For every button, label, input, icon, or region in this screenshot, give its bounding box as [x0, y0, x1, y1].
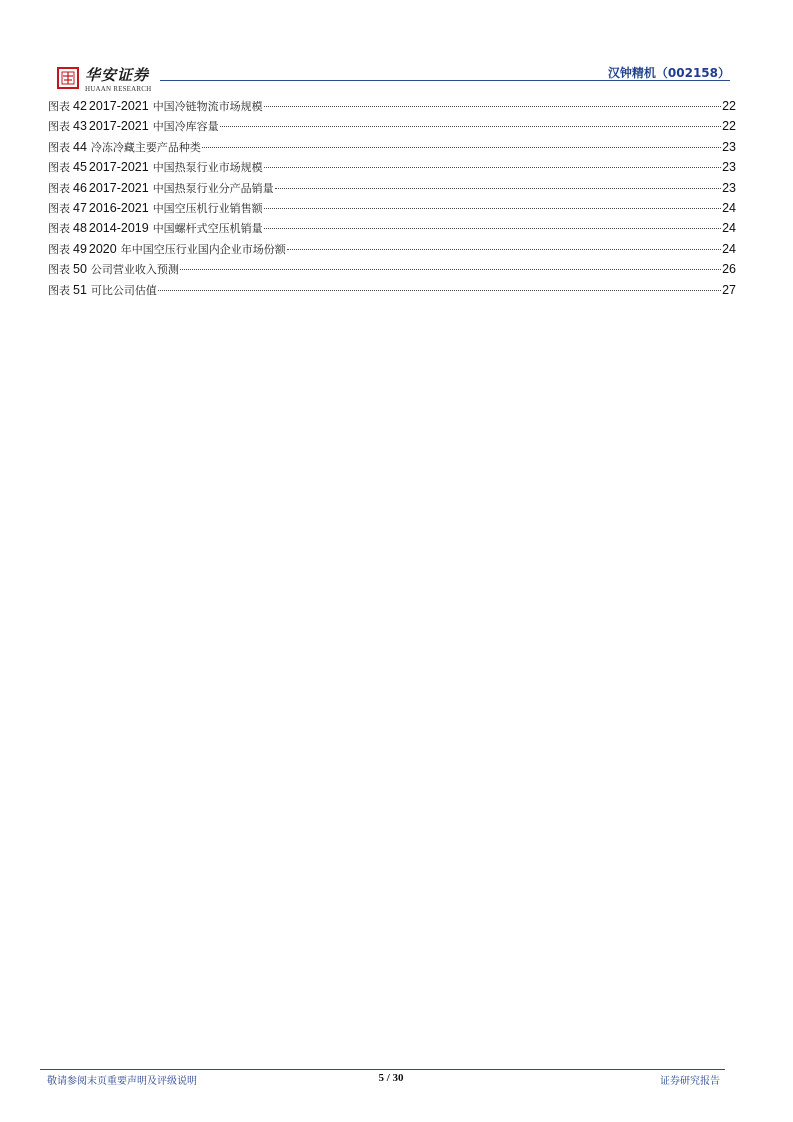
toc-entry-number: 42: [73, 99, 87, 113]
toc-entry-title: 可比公司估值: [90, 283, 157, 297]
toc-entry-number: 50: [73, 262, 87, 277]
toc-entry[interactable]: [48, 137, 736, 157]
toc-dot-leader: [220, 126, 721, 127]
figure-list: [48, 96, 736, 300]
brand-name-en: HUAAN RESEARCH: [85, 85, 152, 93]
toc-entry[interactable]: [48, 239, 736, 259]
toc-entry-page: 24: [722, 200, 736, 215]
toc-entry-title: 中国热泵行业市场规模: [152, 161, 263, 175]
toc-entry-prefix: 图表: [48, 283, 70, 297]
toc-entry-number: 44: [73, 139, 87, 154]
toc-entry[interactable]: [48, 198, 736, 218]
page-number: 5 / 30: [378, 1072, 404, 1084]
toc-entry-title: 年中国空压行业国内企业市场份额: [120, 242, 286, 256]
toc-entry-prefix: 图表: [48, 222, 70, 236]
toc-entry-prefix: 图表: [48, 263, 70, 277]
toc-entry-range: 2014-2019: [88, 221, 149, 236]
toc-dot-leader: [158, 290, 721, 291]
toc-entry-title: 冷冻冷藏主要产品种类: [90, 140, 201, 154]
toc-entry[interactable]: [48, 157, 736, 177]
toc-entry-title: 中国冷库容量: [152, 120, 219, 134]
toc-entry-range: 2017-2021: [88, 160, 149, 175]
toc-entry-number: 45: [73, 160, 87, 175]
toc-entry-page: 26: [722, 262, 736, 277]
toc-entry-number: 49: [73, 241, 87, 256]
toc-entry-page: 24: [722, 221, 736, 236]
toc-dot-leader: [264, 228, 721, 229]
toc-entry-page: 23: [722, 160, 736, 175]
toc-entry-prefix: 图表: [48, 140, 70, 154]
toc-entry-number: 43: [73, 119, 87, 134]
toc-entry-range: 2016-2021: [88, 200, 149, 215]
toc-entry-prefix: 图表: [48, 161, 70, 175]
toc-entry[interactable]: [48, 218, 736, 238]
footer-disclaimer[interactable]: 敬请参阅末页重要声明及评级说明: [47, 1076, 197, 1087]
toc-entry-number: 51: [73, 282, 87, 297]
toc-dot-leader: [264, 208, 721, 209]
toc-dot-leader: [287, 249, 721, 250]
toc-entry-title: 公司营业收入预测: [90, 263, 179, 277]
footer-doc-type: 证券研究报告: [660, 1076, 720, 1087]
toc-entry-title: 中国螺杆式空压机销量: [152, 222, 263, 236]
toc-dot-leader: [275, 188, 721, 189]
toc-entry-page: 27: [722, 282, 736, 297]
toc-entry-title: 中国热泵行业分产品销量: [152, 181, 274, 195]
toc-entry-page: 22: [722, 99, 736, 113]
toc-entry[interactable]: [48, 96, 736, 116]
toc-entry-number: 47: [73, 200, 87, 215]
toc-entry-range: 2020: [88, 241, 117, 256]
toc-entry[interactable]: [48, 280, 736, 300]
toc-entry-title: 中国空压机行业销售额: [152, 201, 263, 215]
toc-entry-range: 2017-2021: [88, 119, 149, 134]
toc-entry-page: 24: [722, 241, 736, 256]
toc-entry-prefix: 图表: [48, 201, 70, 215]
toc-entry[interactable]: [48, 259, 736, 279]
toc-entry[interactable]: [48, 116, 736, 136]
toc-entry-page: 22: [722, 119, 736, 134]
toc-entry-prefix: 图表: [48, 100, 70, 113]
huaan-logo-icon: [57, 67, 79, 89]
toc-entry-prefix: 图表: [48, 242, 70, 256]
footer-divider: [40, 1069, 725, 1070]
toc-entry-range: 2017-2021: [88, 180, 149, 195]
report-title: 汉钟精机（002158）: [607, 66, 730, 80]
toc-dot-leader: [202, 147, 721, 148]
toc-dot-leader: [264, 167, 721, 168]
toc-entry[interactable]: [48, 178, 736, 198]
toc-entry-number: 48: [73, 221, 87, 236]
toc-entry-prefix: 图表: [48, 181, 70, 195]
toc-dot-leader: [180, 269, 721, 270]
toc-entry-prefix: 图表: [48, 120, 70, 134]
brand-name-cn: 华安证券: [85, 66, 150, 84]
toc-entry-number: 46: [73, 180, 87, 195]
toc-entry-title: 中国冷链物流市场规模: [152, 100, 263, 113]
toc-dot-leader: [264, 106, 721, 107]
toc-entry-range: 2017-2021: [88, 99, 149, 113]
toc-entry-page: 23: [722, 139, 736, 154]
toc-entry-page: 23: [722, 180, 736, 195]
